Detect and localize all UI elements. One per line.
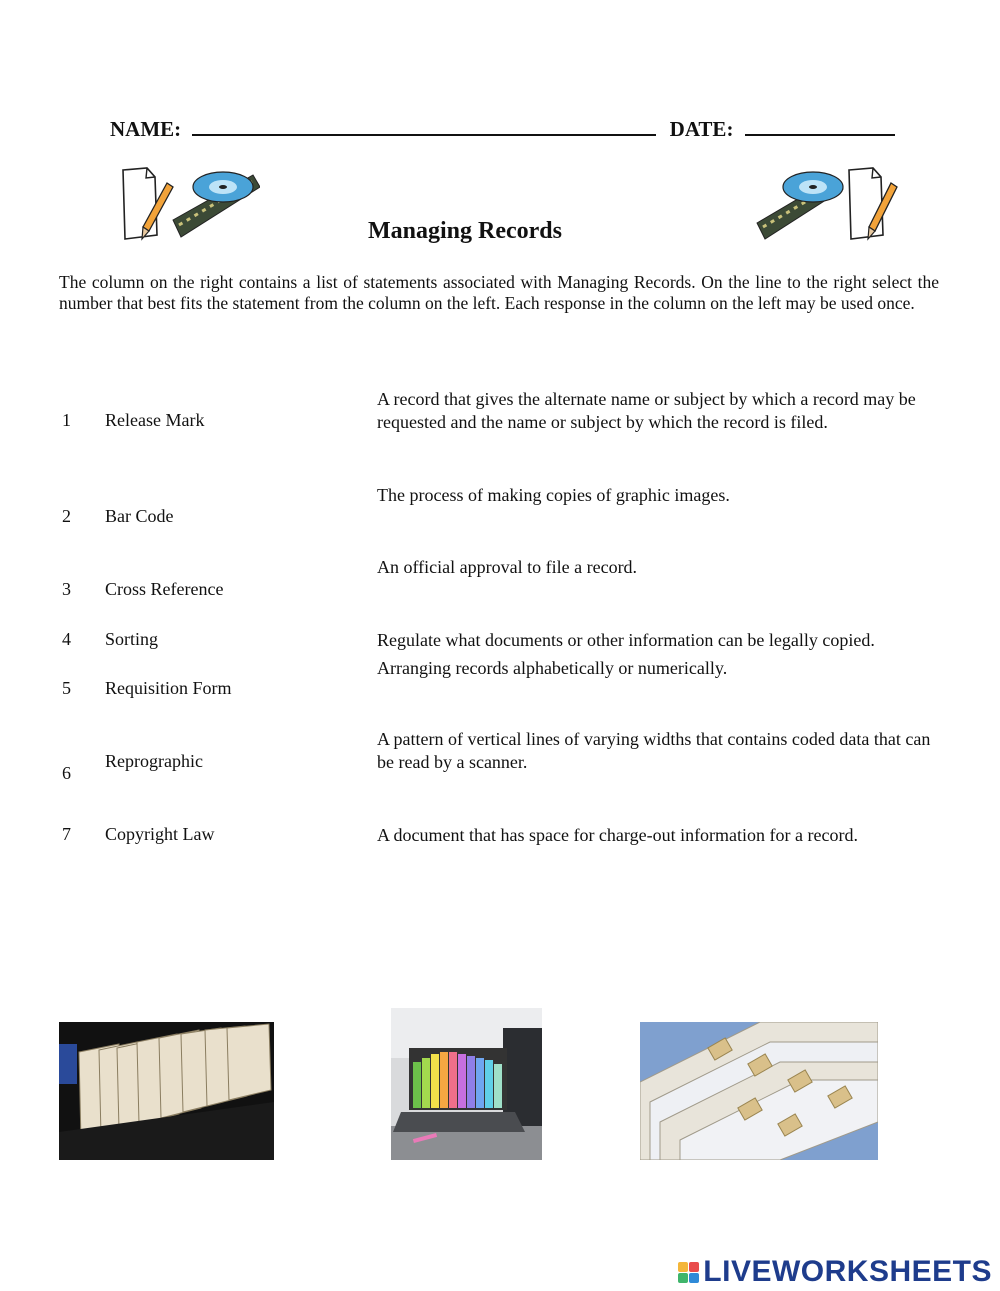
term-label[interactable]: Cross Reference [105, 579, 224, 599]
brand-logo-icon [678, 1262, 699, 1283]
definition-item[interactable]: A document that has space for charge-out information for a record. [377, 825, 858, 845]
page-title: Managing Records [368, 218, 562, 244]
definition-item[interactable]: An official approval to file a record. [377, 557, 638, 577]
term-number: 6 [62, 763, 71, 783]
liveworksheets-logo [678, 1255, 992, 1289]
term-label[interactable]: Copyright Law [105, 824, 215, 844]
date-field[interactable] [745, 114, 895, 136]
term-number: 7 [62, 824, 71, 844]
definition-item[interactable]: A record that gives the alternate name or subject by which a record may be requested and the name or subject by which the record is filed. [377, 389, 916, 432]
term-label[interactable]: Reprographic [105, 751, 203, 771]
term-label[interactable]: Requisition Form [105, 678, 232, 698]
term-label[interactable]: Release Mark [105, 410, 205, 430]
date-label: DATE: [669, 117, 734, 141]
definition-item[interactable]: The process of making copies of graphic images. [377, 485, 730, 505]
index-tabs-photo [640, 1022, 878, 1160]
term-number: 1 [62, 410, 71, 430]
term-label[interactable]: Bar Code [105, 506, 174, 526]
term-number: 2 [62, 506, 71, 526]
definition-item[interactable]: Arranging records alphabetically or numerically. [377, 658, 728, 678]
term-number: 3 [62, 579, 71, 599]
name-date-line [110, 114, 903, 142]
definition-item[interactable]: Regulate what documents or other information can be legally copied. [377, 630, 875, 650]
name-label: NAME: [110, 117, 182, 141]
term-number: 5 [62, 678, 71, 698]
laptop-folders-photo [391, 1008, 542, 1160]
definition-item[interactable]: A pattern of vertical lines of varying widths that contains coded data that can be read by a scanner. [377, 729, 931, 772]
term-number: 4 [62, 629, 71, 649]
file-drawer-photo [59, 1022, 274, 1160]
brand-name: LIVEWORKSHEETS [703, 1255, 992, 1288]
instructions-paragraph: The column on the right contains a list of statements associated with Managing Records. On the line to the right select the number that best fits the statement from the column on the left. Each response in the column on the left may be used once. [59, 272, 939, 313]
term-label[interactable]: Sorting [105, 629, 159, 649]
name-field[interactable] [192, 114, 656, 136]
